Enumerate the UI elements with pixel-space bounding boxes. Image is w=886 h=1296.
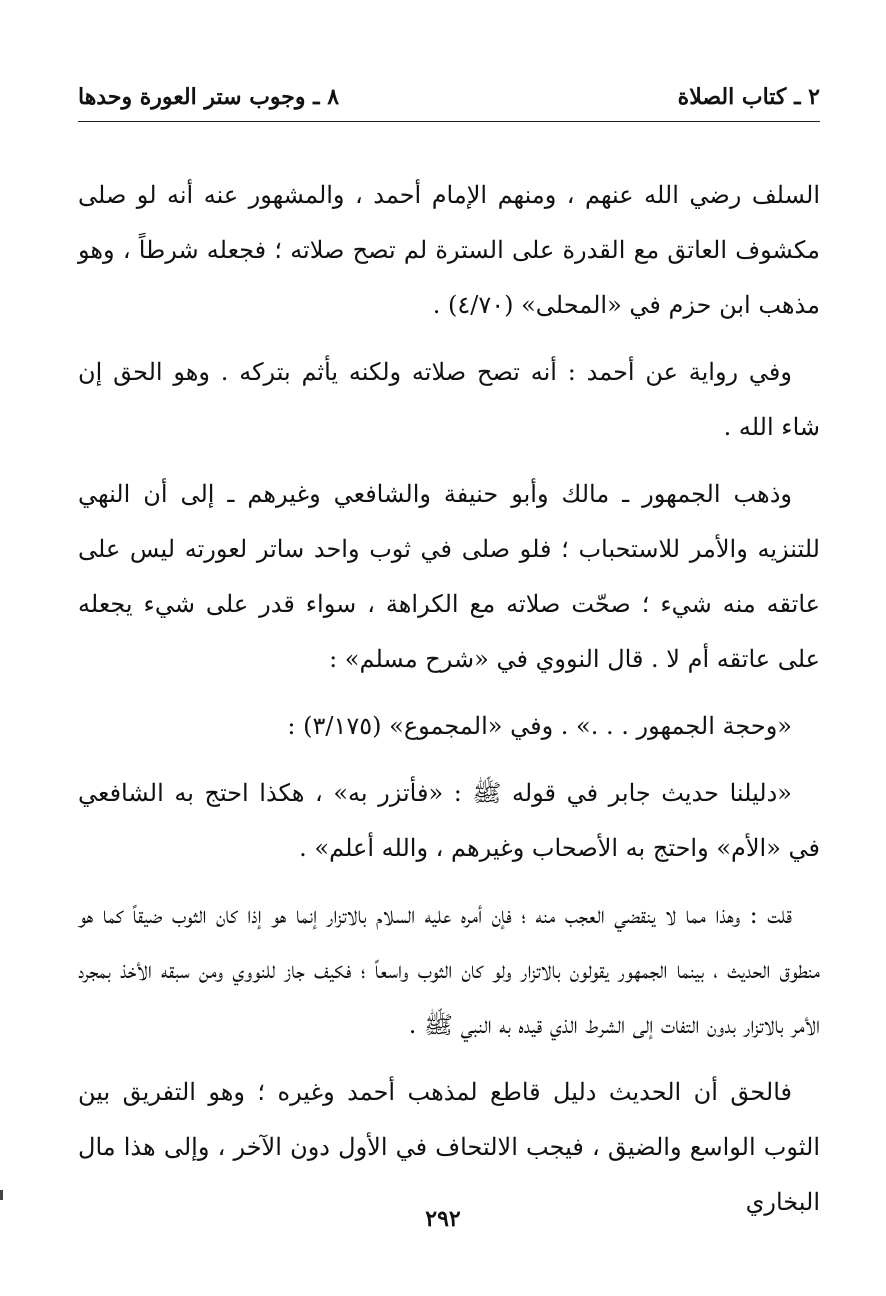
paragraph-1: السلف رضي الله عنهم ، ومنهم الإمام أحمد ، والمشهور عنه أنه لو صلى مكشوف العاتق مع القدرة على السترة لم تصح صلاته ؛ فجعله شرطاً ، وهو مذهب ابن حزم في «المحلى» (٤/٧٠) . xyxy=(78,181,820,319)
scan-edge-mark xyxy=(0,1190,3,1200)
page-number: ٢٩٢ xyxy=(425,1206,461,1232)
paragraph-5: «دليلنا حديث جابر في قوله ﷺ : «فأتزر به» ، هكذا احتج به الشافعي في «الأم» واحتج به الأصحاب وغيرهم ، والله أعلم» . xyxy=(78,779,820,862)
paragraph-6: قلت : وهذا مما لا ينقضي العجب منه ؛ فإن أمره عليه السلام بالاتزار إنما هو إذا كان الثوب ضيقاً كما هو منطوق الحديث ، بينما الجمهور يقولون بالاتزار ولو كان الثوب واسعاً ؛ فكيف جاز للنووي ومن سبقه الأخذ بمجرد الأمر بالاتزار بدون التفات إلى الشرط الذي قيده به النبي ﷺ . xyxy=(78,901,821,1039)
section-title: ٨ ـ وجوب ستر العورة وحدها xyxy=(78,84,340,110)
header-divider xyxy=(78,121,820,122)
running-header xyxy=(78,78,820,118)
main-text xyxy=(78,168,820,1242)
paragraph-7: فالحق أن الحديث دليل قاطع لمذهب أحمد وغيره ؛ وهو التفريق بين الثوب الواسع والضيق ، فيجب الالتحاف في الأول دون الآخر ، وإلى هذا مال البخاري xyxy=(78,1078,820,1216)
chapter-title: ٢ ـ كتاب الصلاة xyxy=(677,84,820,110)
paragraph-3: وذهب الجمهور ـ مالك وأبو حنيفة والشافعي وغيرهم ـ إلى أن النهي للتنزيه والأمر للاستحباب ؛ فلو صلى في ثوب واحد ساتر لعورته ليس على عاتقه منه شيء ؛ صحّت صلاته مع الكراهة ، سواء قدر على شيء يجعله على عاتقه أم لا . قال النووي في «شرح مسلم» : xyxy=(78,480,820,673)
paragraph-2: وفي رواية عن أحمد : أنه تصح صلاته ولكنه يأثم بتركه . وهو الحق إن شاء الله . xyxy=(78,358,820,441)
paragraph-4: «وحجة الجمهور . . .» . وفي «المجموع» (٣/١٧٥) : xyxy=(287,712,792,740)
